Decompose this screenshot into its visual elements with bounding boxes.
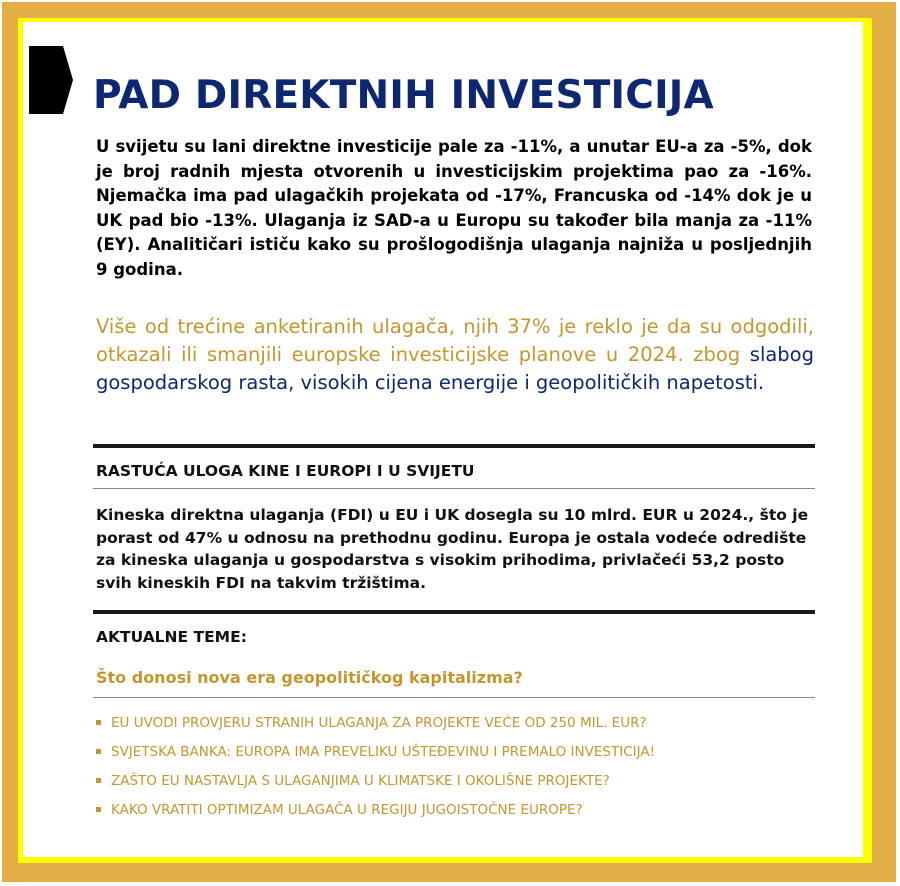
topic-list-item	[96, 766, 816, 795]
topic-link[interactable]: ZAŠTO EU NASTAVLJA S ULAGANJIMA U KLIMATSKE I OKOLIŠNE PROJEKTE?	[111, 772, 610, 789]
section-heading-topics: AKTUALNE TEME:	[96, 628, 247, 646]
section-divider-thin	[93, 488, 815, 489]
topic-list-item	[96, 737, 816, 766]
highlight-quote	[96, 313, 814, 397]
square-bullet-icon	[96, 749, 101, 754]
section-divider-thick	[93, 610, 815, 614]
quote-highlight: slabog gospodarskog rasta, visokih cijena energije i geopolitičkih napetosti.	[96, 343, 814, 394]
topic-links-list	[96, 708, 816, 824]
china-paragraph: Kineska direktna ulaganja (FDI) u EU i UK dosegla su 10 mlrd. EUR u 2024., što je porast od 47% u odnosu na prethodnu godinu. Europa je ostala vodeće odredište za kineska ulaganja u gospodarstva s visokim prihodima, privlačeći 53,2 posto svih kineskih FDI na takvim tržištima.	[96, 506, 809, 592]
black-pentagon-tag-icon	[27, 44, 75, 116]
topic-link[interactable]: KAKO VRATITI OPTIMIZAM ULAGAČA U REGIJU JUGOISTOČNE EUROPE?	[111, 801, 583, 818]
topic-link[interactable]: SVJETSKA BANKA: EUROPA IMA PREVELIKU UŠTEĐEVINU I PREMALO INVESTICIJA!	[111, 743, 655, 760]
page-title: PAD DIREKTNIH INVESTICIJA	[93, 73, 714, 118]
square-bullet-icon	[96, 778, 101, 783]
square-bullet-icon	[96, 807, 101, 812]
lead-paragraph: U svijetu su lani direktne investicije pale za -11%, a unutar EU-a za -5%, dok je broj radnih mjesta otvorenih u investicijskim projektima pao za -16%. Njemačka ima pad ulagačkih projekata od -17%, Francuska od -14% dok je u UK pad bio -13%. Ulaganja iz SAD-a u Europu su također bila manja za -11% (EY). Analitičari ističu kako su prošlogodišnja ulaganja najniža u posljednjih 9 godina.	[96, 137, 812, 279]
topic-list-item	[96, 708, 816, 737]
section-divider-thick	[93, 444, 815, 448]
topic-list-item	[96, 795, 816, 824]
section-heading-china: RASTUĆA ULOGA KINE I EUROPI I U SVIJETU	[96, 462, 475, 480]
topics-divider	[93, 697, 815, 698]
square-bullet-icon	[96, 720, 101, 725]
topic-question-link[interactable]: Što donosi nova era geopolitičkog kapitalizma?	[96, 668, 523, 687]
topic-link[interactable]: EU UVODI PROVJERU STRANIH ULAGANJA ZA PROJEKTE VEĆE OD 250 MIL. EUR?	[111, 714, 647, 731]
quote-text: Više od trećine anketiranih ulagača, njih 37% je reklo je da su odgodili, otkazali ili smanjili europske investicijske planove u 2024. zbog	[96, 315, 814, 366]
